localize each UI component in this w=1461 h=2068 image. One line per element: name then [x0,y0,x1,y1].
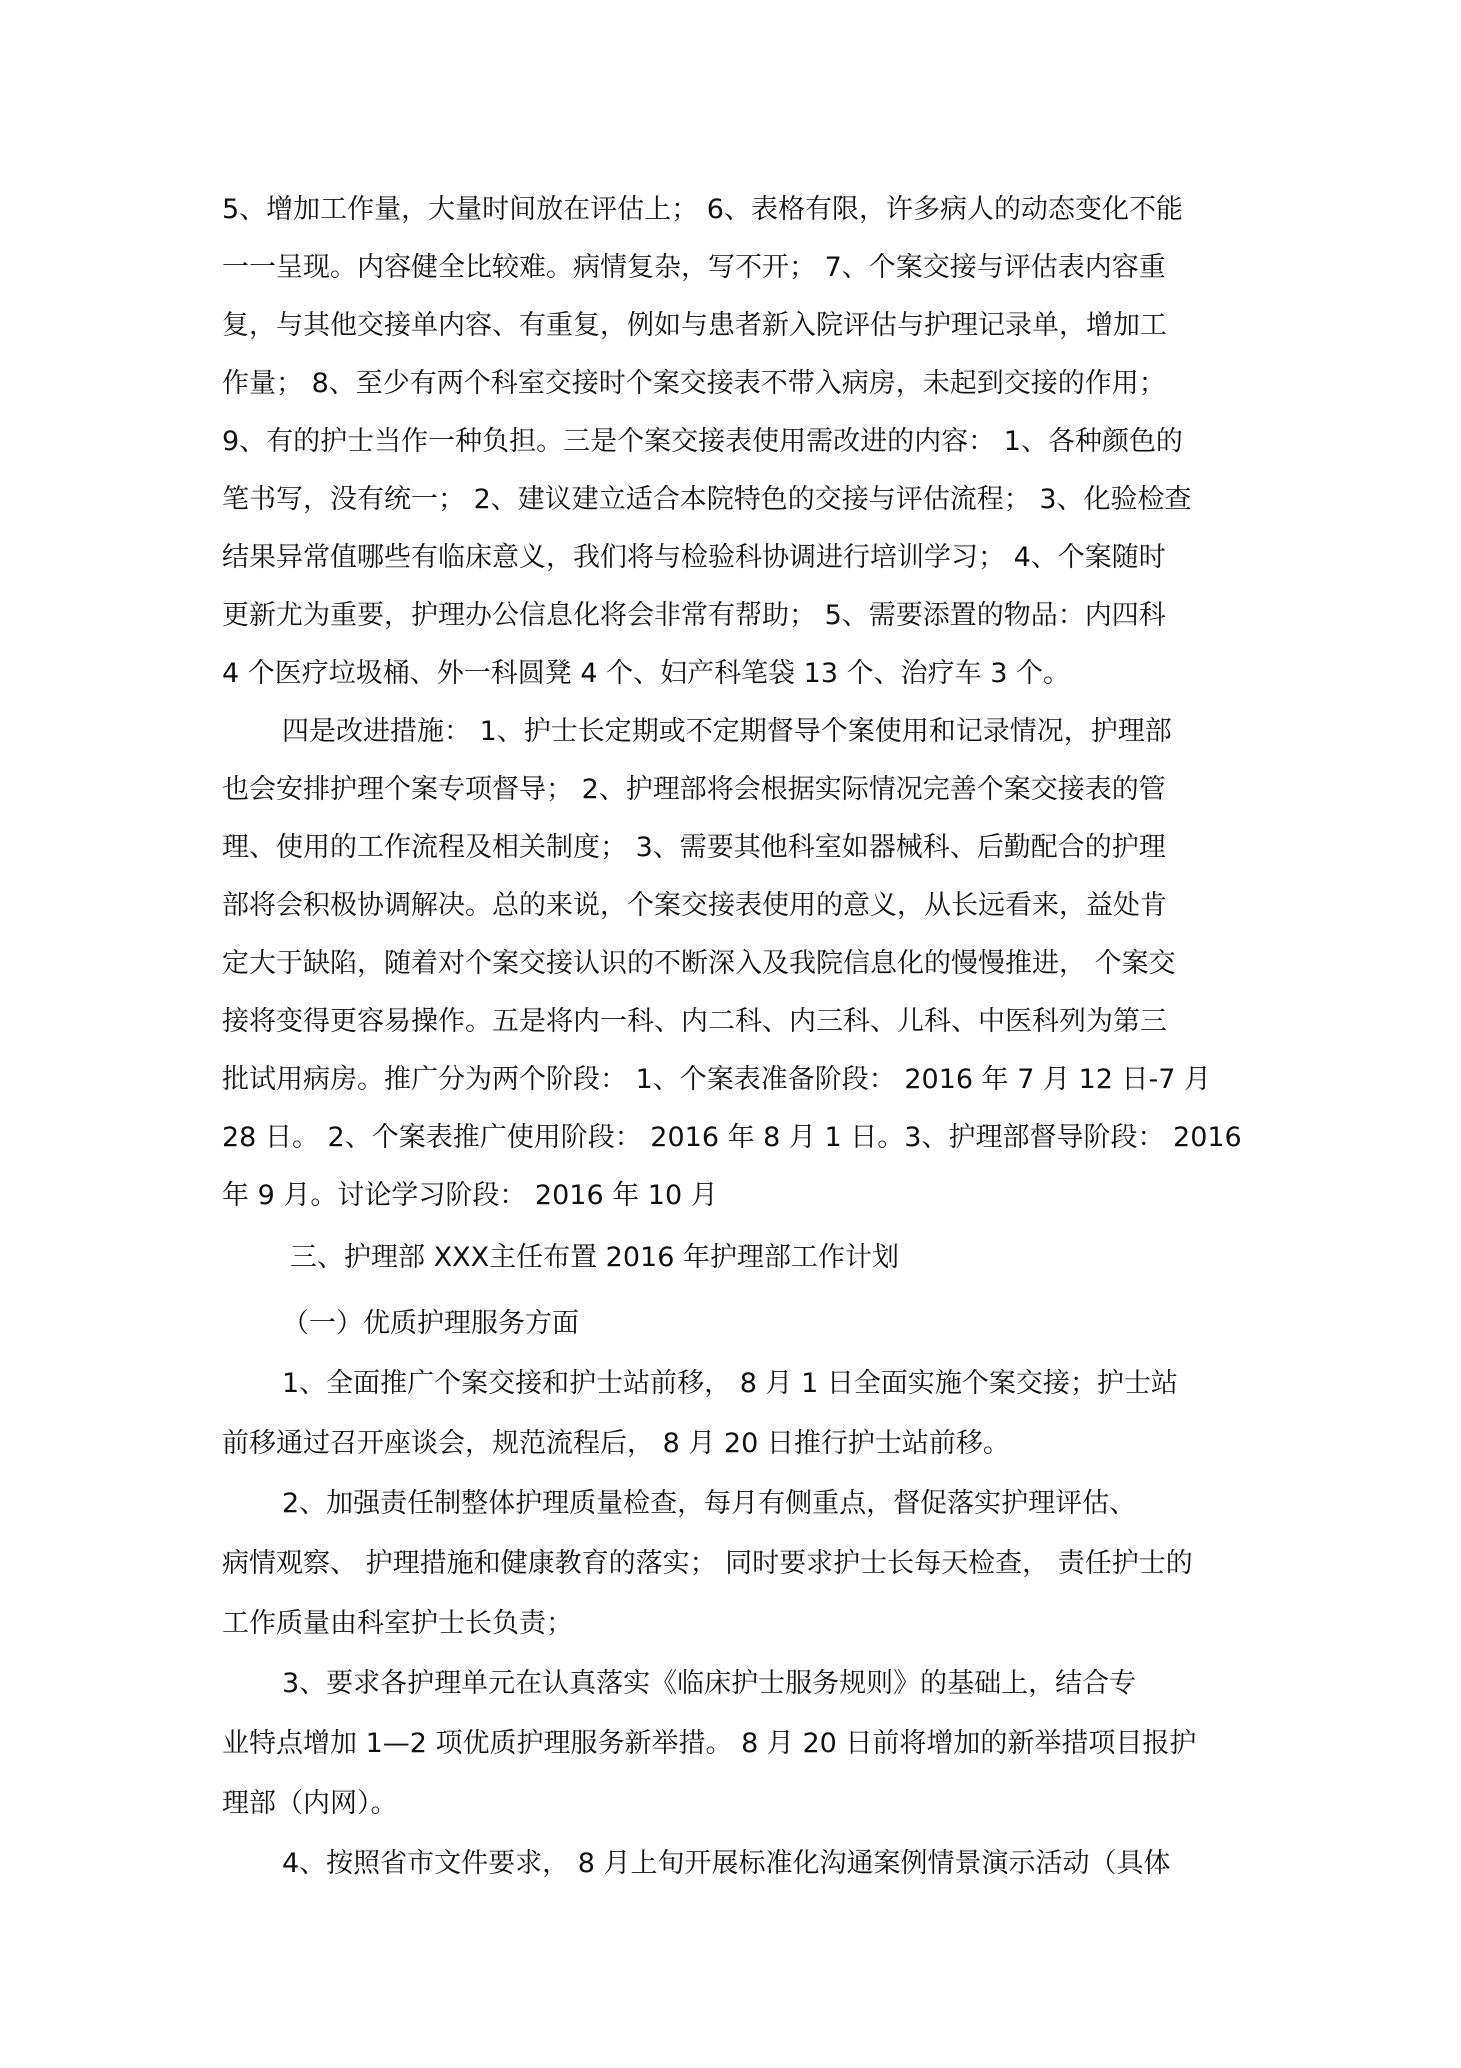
text-line: 28 日。 2、个案表推广使用阶段： 2016 年 8 月 1 日。3、护理部督导阶段： 2016 [222,1122,1242,1153]
text-line: 部将会积极协调解决。总的来说，个案交接表使用的意义，从长远看来，益处肯 [222,890,1167,921]
text-line: 理、使用的工作流程及相关制度； 3、需要其他科室如器械科、后勤配合的护理 [222,832,1166,863]
section-heading: 三、护理部 XXX主任布置 2016 年护理部工作计划 [290,1242,899,1273]
text-line: 4 个医疗垃圾桶、外一科圆凳 4 个、妇产科笔袋 13 个、治疗车 3 个。 [222,658,1070,689]
list-item: 2、加强责任制整体护理质量检查，每月有侧重点，督促落实护理评估、 [282,1488,1137,1519]
text-line: 也会安排护理个案专项督导； 2、护理部将会根据实际情况完善个案交接表的管 [222,774,1166,805]
text-line: 结果异常值哪些有临床意义，我们将与检验科协调进行培训学习； 4、个案随时 [222,542,1166,573]
text-line: 作量； 8、至少有两个科室交接时个案交接表不带入病房，未起到交接的作用； [222,368,1166,399]
text-line: 笔书写，没有统一； 2、建议建立适合本院特色的交接与评估流程； 3、化验检查 [222,484,1192,515]
text-line: 批试用病房。推广分为两个阶段： 1、个案表准备阶段： 2016 年 7 月 12 日-7 月 [222,1064,1212,1095]
text-line: 理部（内网）。 [222,1788,398,1819]
text-line: 复，与其他交接单内容、有重复，例如与患者新入院评估与护理记录单，增加工 [222,310,1167,341]
text-line: 年 9 月。讨论学习阶段： 2016 年 10 月 [222,1180,718,1211]
list-item: 3、要求各护理单元在认真落实《临床护士服务规则》的基础上，结合专 [282,1668,1137,1699]
text-line: 定大于缺陷，随着对个案交接认识的不断深入及我院信息化的慢慢推进， 个案交 [222,948,1176,979]
text-line: 工作质量由科室护士长负责； [222,1608,573,1639]
text-line: 病情观察、 护理措施和健康教育的落实； 同时要求护士长每天检查， 责任护士的 [222,1548,1193,1579]
text-line: 一一呈现。内容健全比较难。病情复杂，写不开； 7、个案交接与评估表内容重 [222,252,1166,283]
paragraph-start: 四是改进措施： 1、护士长定期或不定期督导个案使用和记录情况，护理部 [282,716,1172,747]
subsection-heading: （一）优质护理服务方面 [282,1308,579,1339]
text-line: 9、有的护士当作一种负担。三是个案交接表使用需改进的内容： 1、各种颜色的 [222,426,1183,457]
text-line: 业特点增加 1—2 项优质护理服务新举措。 8 月 20 日前将增加的新举措项目报护 [222,1728,1197,1759]
list-item: 4、按照省市文件要求， 8 月上旬开展标准化沟通案例情景演示活动（具体 [282,1848,1171,1879]
text-line: 接将变得更容易操作。五是将内一科、内二科、内三科、儿科、中医科列为第三 [222,1006,1167,1037]
text-line: 更新尤为重要，护理办公信息化将会非常有帮助； 5、需要添置的物品：内四科 [222,600,1166,631]
text-line: 5、增加工作量，大量时间放在评估上； 6、表格有限，许多病人的动态变化不能 [222,194,1183,225]
text-line: 前移通过召开座谈会，规范流程后， 8 月 20 日推行护士站前移。 [222,1428,1010,1459]
list-item: 1、全面推广个案交接和护士站前移， 8 月 1 日全面实施个案交接；护士站 [282,1368,1178,1399]
